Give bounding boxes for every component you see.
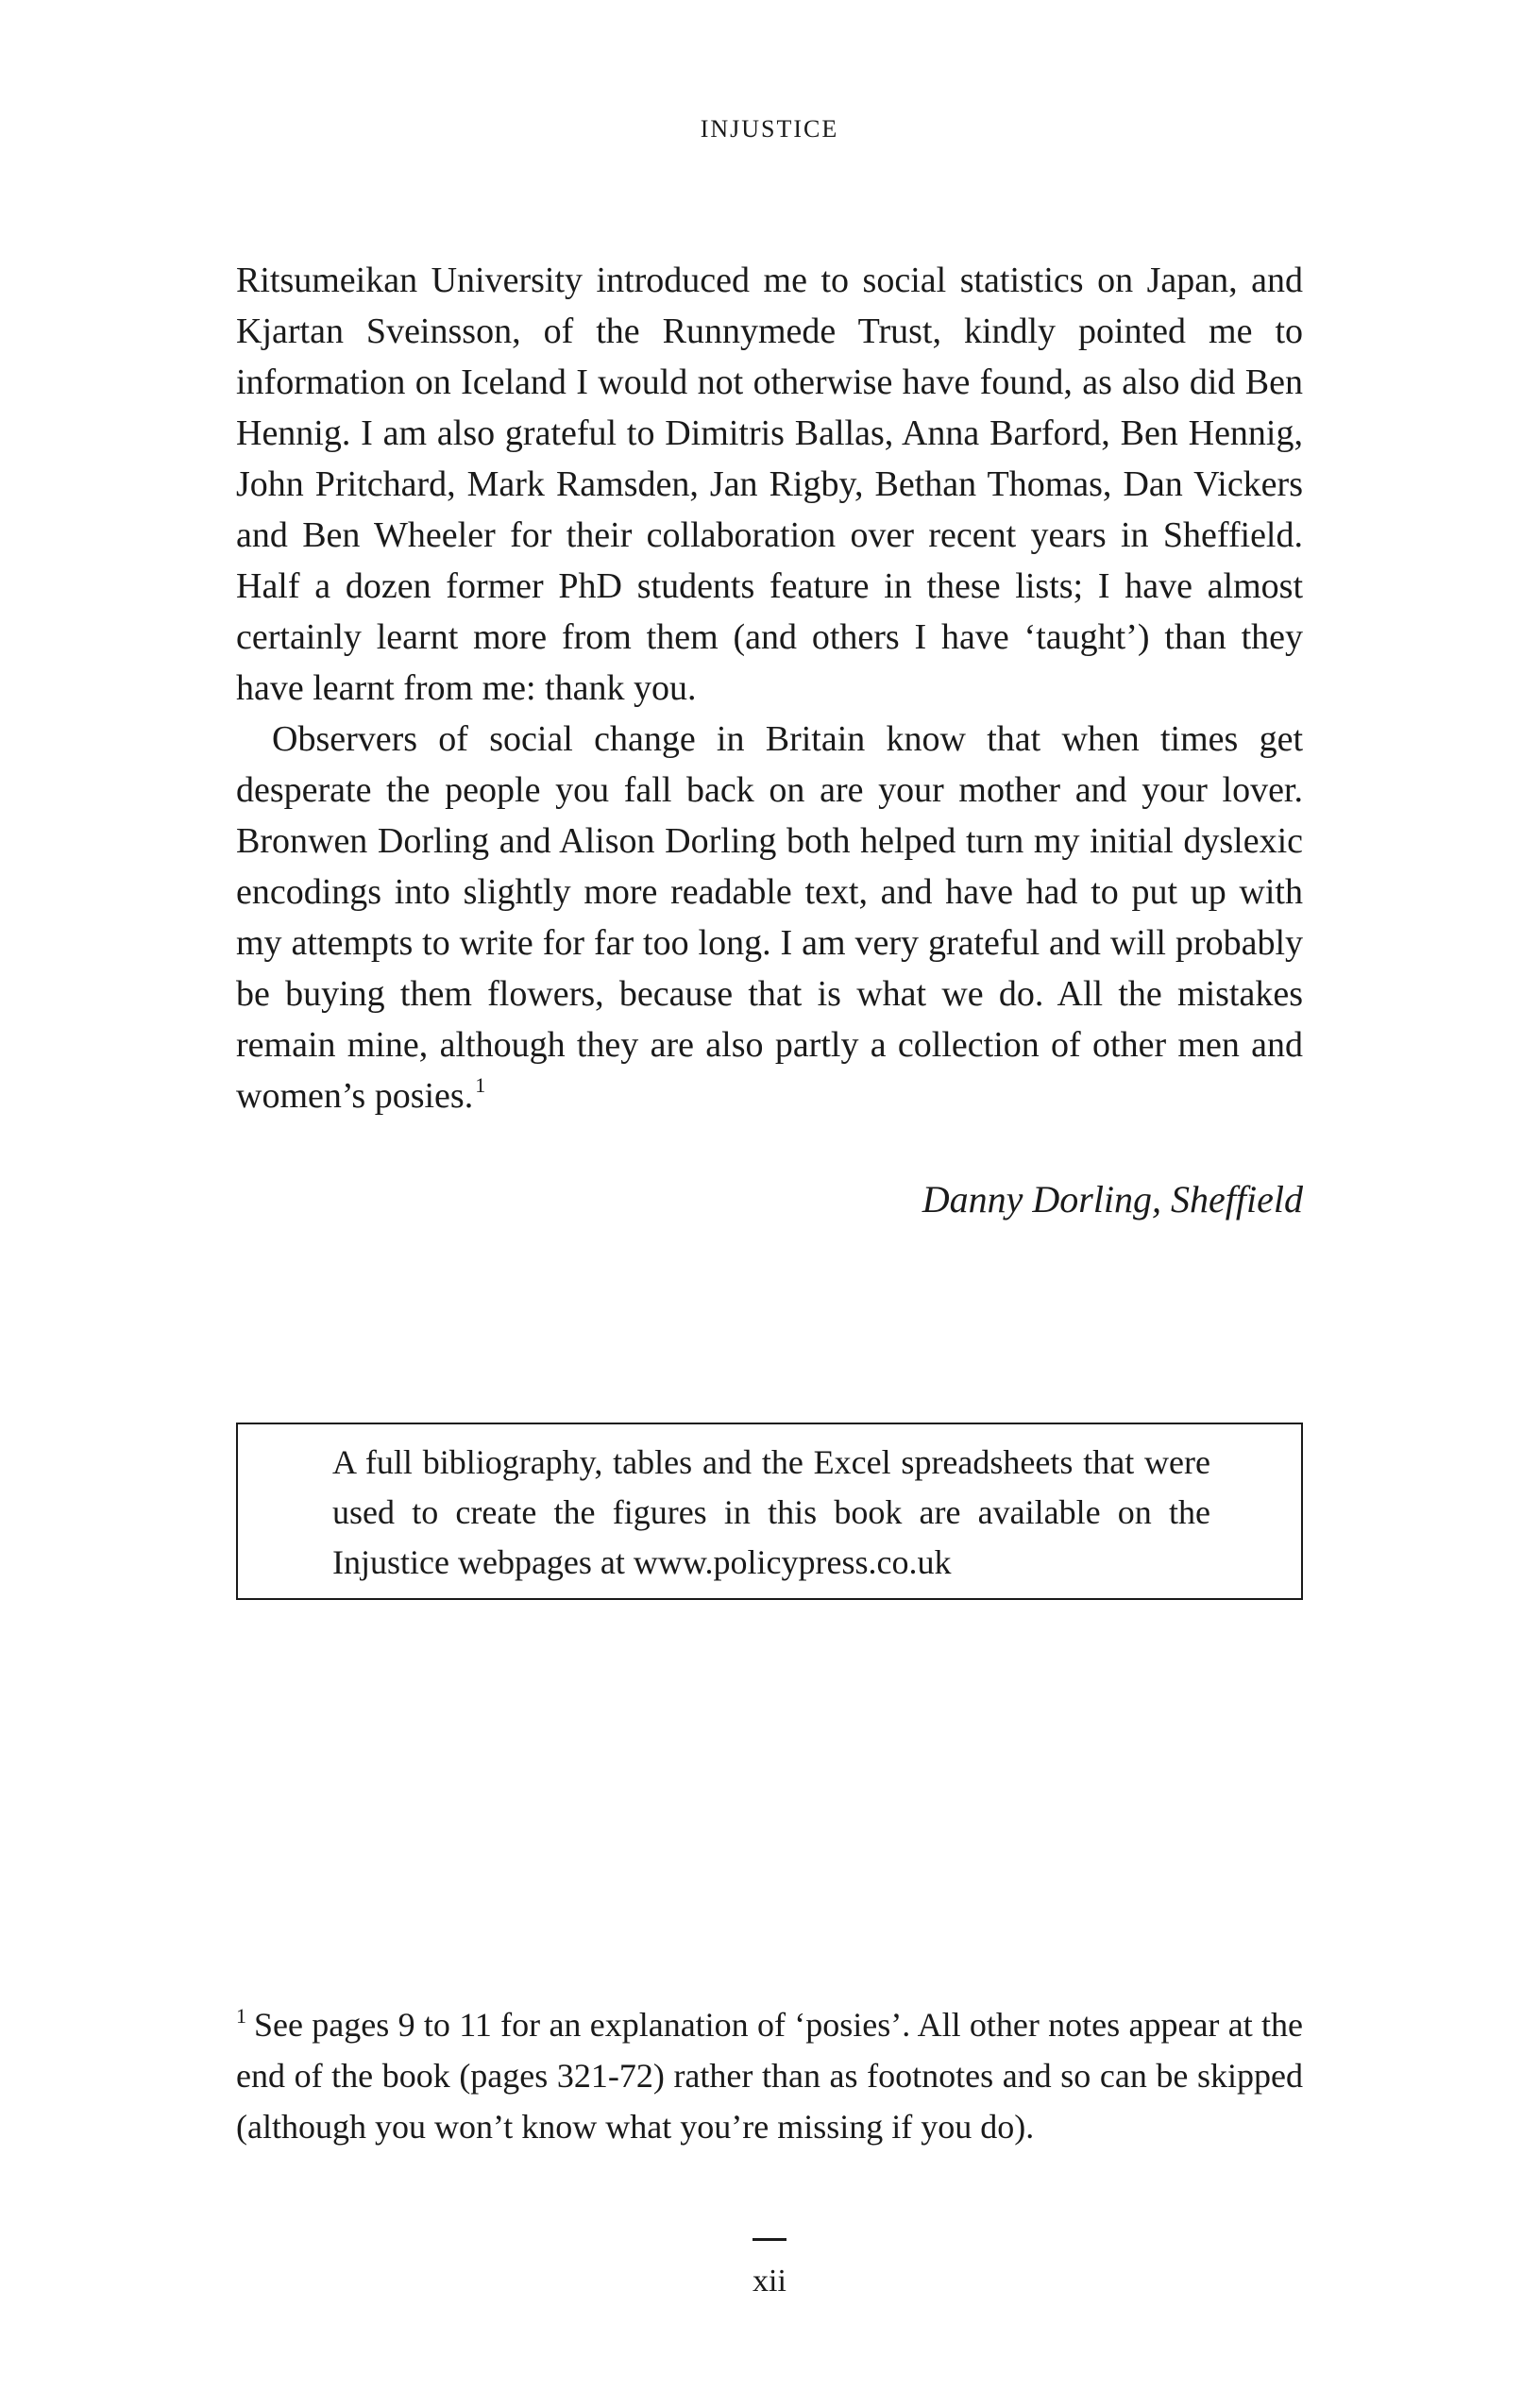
footnote — [236, 1999, 1303, 2152]
paragraph-2-text: Observers of social change in Britain know that when times get desperate the people you fall back on are your mother and your lover. Bronwen Dorling and Alison Dorling both helped turn my initial dyslexic encodings into slightly more readable text, and have had to put up with my attempts to write for far too long. I am very grateful and will probably be buying them flowers, because that is what we do. All the mistakes remain mine, although they are also partly a collection of other men and women’s posies. — [236, 719, 1303, 1116]
paragraph-2 — [236, 714, 1303, 1121]
body-text — [236, 255, 1303, 1121]
paragraph-1: Ritsumeikan University introduced me to social statistics on Japan, and Kjartan Sveinsson, of the Runnymede Trust, kindly pointed me to information on Iceland I would not otherwise have found, as also did Ben Hennig. I am also grateful to Dimitris Ballas, Anna Barford, Ben Hennig, John Pritchard, Mark Ramsden, Jan Rigby, Bethan Thomas, Dan Vickers and Ben Wheeler for their collaboration over recent years in Sheffield. Half a dozen former PhD students feature in these lists; I have almost certainly learnt more from them (and others I have ‘taught’) than they have learnt from me: thank you. — [236, 261, 1303, 708]
resources-notice-box — [236, 1423, 1303, 1600]
page-number: xii — [753, 2264, 786, 2299]
author-signature: Danny Dorling, Sheffield — [922, 1178, 1303, 1221]
resources-notice-text: A full bibliography, tables and the Excel spreadsheets that were used to create the figures in this book are available on the Injustice webpages at www.policypress.co.uk — [332, 1443, 1210, 1581]
footnote-reference: 1 — [475, 1073, 486, 1097]
page-number-rule — [753, 2238, 786, 2241]
footnote-marker: 1 — [236, 2004, 246, 2028]
running-head: INJUSTICE — [700, 115, 839, 143]
footnote-text: See pages 9 to 11 for an explanation of ‘posies’. All other notes appear at the end of the book (pages 321-72) rather than as footnotes and so can be skipped (although you won’t know what you’re missing if you do). — [236, 2006, 1303, 2146]
